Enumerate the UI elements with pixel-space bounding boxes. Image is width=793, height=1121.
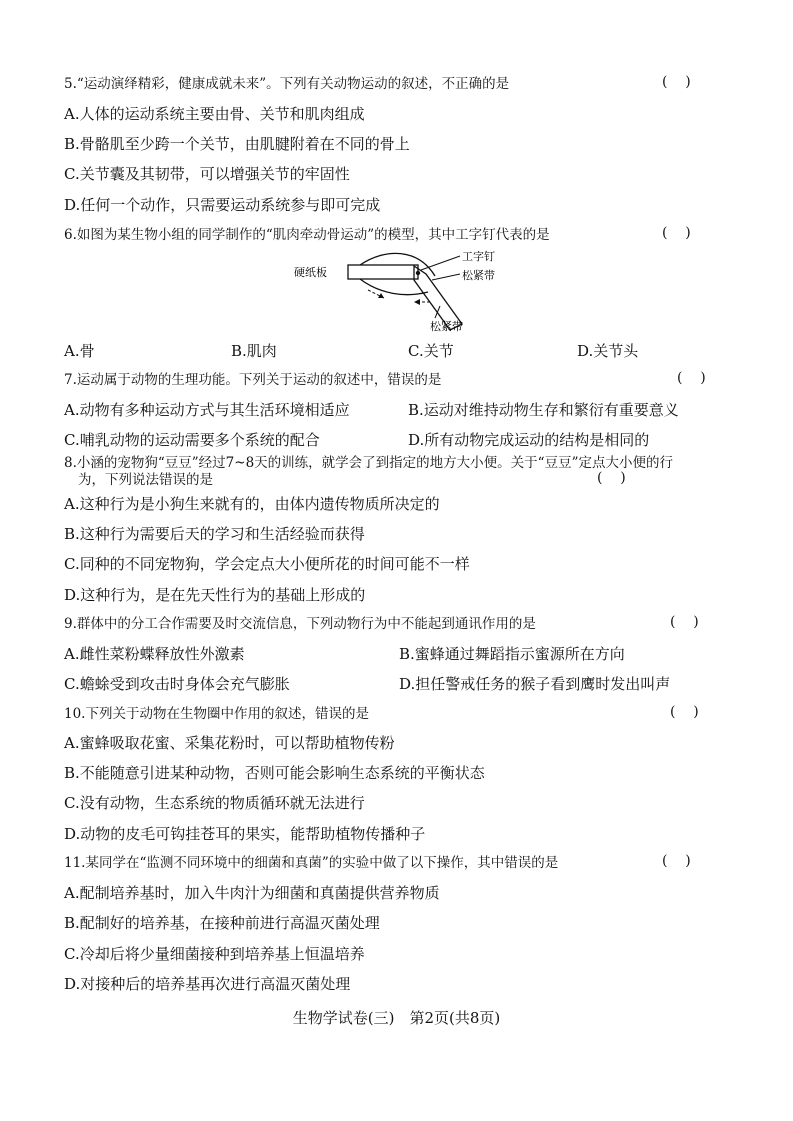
q9-option-c: C.蟾蜍受到攻击时身体会充气膨胀	[64, 675, 290, 693]
q7-option-a: A.动物有多种运动方式与其生活环境相适应	[64, 401, 350, 419]
q6-option-a: A.骨	[64, 342, 95, 360]
label-nail: 工字钉	[462, 250, 495, 263]
q8-answer-blank: ( )	[597, 470, 626, 486]
q10-stem: 10.下列关于动物在生物圈中作用的叙述，错误的是	[64, 706, 369, 722]
q9-option-a: A.雌性菜粉蝶释放性外激素	[64, 645, 245, 663]
q5-stem: 5.“运动演绎精彩，健康成就未来”。下列有关动物运动的叙述，不正确的是	[64, 76, 510, 92]
q6-answer-blank: ( )	[662, 225, 691, 241]
q6-option-b: B.肌肉	[231, 342, 277, 360]
q5-option-b: B.骨骼肌至少跨一个关节，由肌腱附着在不同的骨上	[64, 135, 410, 153]
q11-stem: 11.某同学在“监测不同环境中的细菌和真菌”的实验中做了以下操作，其中错误的是	[64, 855, 559, 871]
q10-option-c: C.没有动物，生态系统的物质循环就无法进行	[64, 794, 365, 812]
q9-option-d: D.担任警戒任务的猴子看到鹰时发出叫声	[399, 675, 671, 693]
cardboard-board	[348, 265, 418, 279]
q7-stem: 7.运动属于动物的生理功能。下列关于运动的叙述中，错误的是	[64, 372, 442, 388]
q8-option-c: C.同种的不同宠物狗，学会定点大小便所花的时间可能不一样	[64, 555, 470, 573]
q8-stem-line1: 8.小涵的宠物狗“豆豆”经过7~8天的训练，就学会了到指定的地方大小便。关于“豆豆”定点大小便的行	[64, 455, 673, 471]
q11-option-c: C.冷却后将少量细菌接种到培养基上恒温培养	[64, 945, 365, 963]
q10-option-b: B.不能随意引进某种动物，否则可能会影响生态系统的平衡状态	[64, 764, 485, 782]
label-band-top: 松紧带	[462, 269, 495, 282]
q5-option-c: C.关节囊及其韧带，可以增强关节的牢固性	[64, 165, 350, 183]
q5-option-d: D.任何一个动作，只需要运动系统参与即可完成	[64, 196, 381, 214]
q7-option-d: D.所有动物完成运动的结构是相同的	[408, 431, 650, 449]
q9-option-b: B.蜜蜂通过舞蹈指示蜜源所在方向	[399, 645, 625, 663]
pin-icon	[416, 271, 420, 275]
q8-option-a: A.这种行为是小狗生来就有的，由体内遗传物质所决定的	[64, 495, 440, 513]
q5-answer-blank: ( )	[662, 74, 691, 90]
q10-option-a: A.蜜蜂吸取花蜜、采集花粉时，可以帮助植物传粉	[64, 734, 395, 752]
arrow-left-icon	[414, 299, 420, 305]
q7-option-b: B.运动对维持动物生存和繁衍有重要意义	[408, 401, 679, 419]
page-footer: 生物学试卷(三) 第2页(共8页)	[292, 1009, 501, 1027]
q6-option-c: C.关节	[408, 342, 454, 360]
q9-answer-blank: ( )	[670, 614, 699, 630]
label-board: 硬纸板	[294, 266, 327, 279]
q11-answer-blank: ( )	[662, 853, 691, 869]
q10-answer-blank: ( )	[670, 704, 699, 720]
q7-answer-blank: ( )	[677, 370, 706, 386]
q8-option-b: B.这种行为需要后天的学习和生活经验而获得	[64, 525, 365, 543]
q8-option-d: D.这种行为，是在先天性行为的基础上形成的	[64, 586, 366, 604]
q5-option-a: A.人体的运动系统主要由骨、关节和肌肉组成	[64, 105, 365, 123]
label-band-bottom: 松紧带	[430, 320, 463, 333]
q9-stem: 9.群体中的分工合作需要及时交流信息，下列动物行为中不能起到通讯作用的是	[64, 616, 536, 632]
q6-option-d: D.关节头	[577, 342, 639, 360]
muscle-model-figure	[290, 246, 510, 336]
q11-option-b: B.配制好的培养基，在接种前进行高温灭菌处理	[64, 914, 380, 932]
q8-stem-line2: 为，下列说法错误的是	[78, 472, 213, 488]
q10-option-d: D.动物的皮毛可钩挂苍耳的果实，能帮助植物传播种子	[64, 825, 426, 843]
q11-option-d: D.对接种后的培养基再次进行高温灭菌处理	[64, 975, 351, 993]
q11-option-a: A.配制培养基时，加入牛肉汁为细菌和真菌提供营养物质	[64, 884, 440, 902]
q6-stem: 6.如图为某生物小组的同学制作的“肌肉牵动骨运动”的模型，其中工字钉代表的是	[64, 227, 550, 243]
elastic-band-bottom	[360, 279, 428, 295]
q7-option-c: C.哺乳动物的运动需要多个系统的配合	[64, 431, 320, 449]
